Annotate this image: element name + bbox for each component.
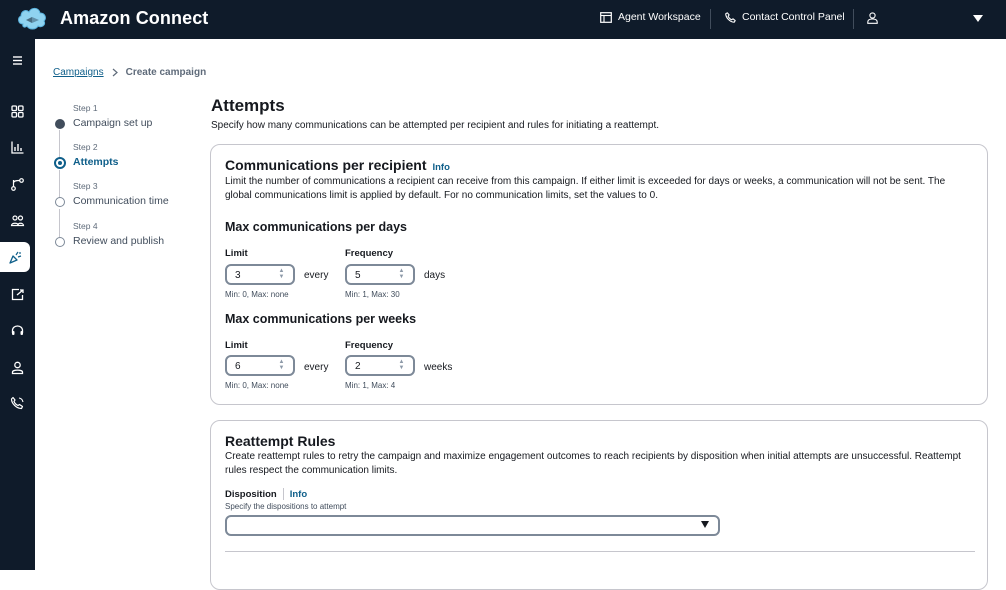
disposition-label: Disposition — [225, 488, 277, 500]
weeks-limit-label: Limit — [225, 340, 248, 351]
phone-settings-icon[interactable] — [0, 388, 35, 418]
step-number: Step 3 — [73, 181, 98, 191]
weeks-frequency-hint: Min: 1, Max: 4 — [345, 381, 396, 390]
step-done-indicator-icon — [55, 119, 65, 129]
weeks-frequency-input[interactable] — [345, 355, 415, 376]
step-connector — [59, 170, 60, 198]
step-pending-indicator-icon — [55, 237, 65, 247]
phone-icon — [725, 12, 736, 23]
step-label: Review and publish — [73, 235, 165, 247]
routing-icon[interactable] — [0, 169, 35, 199]
weeks-unit-label: weeks — [424, 362, 453, 373]
workspace-icon — [600, 12, 612, 23]
card-title — [225, 157, 450, 173]
communications-per-recipient-card — [210, 144, 988, 405]
step-label[interactable]: Campaign set up — [73, 117, 153, 129]
disposition-select[interactable] — [225, 515, 720, 536]
amazon-connect-logo-icon[interactable] — [15, 4, 49, 34]
top-divider — [710, 9, 711, 29]
reattempt-description — [225, 450, 985, 478]
step-current-indicator-icon — [54, 157, 66, 169]
disposition-hint: Specify the dispositions to attempt — [225, 502, 347, 511]
breadcrumb-current: Create campaign — [125, 67, 207, 78]
analytics-icon[interactable] — [0, 132, 35, 162]
weeks-frequency-value: 2 — [355, 361, 361, 372]
days-unit-label: days — [424, 270, 446, 281]
reattempt-description-line: rules respect the communication limits. — [225, 465, 398, 476]
section-divider — [225, 551, 975, 552]
page-title: Attempts — [211, 96, 285, 115]
channels-icon[interactable] — [0, 279, 35, 309]
step-number: Step 1 — [73, 103, 98, 113]
contact-control-panel-label: Contact Control Panel — [742, 11, 845, 23]
user-icon[interactable] — [867, 12, 878, 24]
top-navigation-bar — [0, 0, 1006, 39]
campaigns-icon[interactable] — [0, 242, 30, 272]
days-limit-label: Limit — [225, 248, 248, 259]
users-icon[interactable] — [0, 205, 35, 235]
spinner-icon[interactable]: ▲ ▼ — [398, 359, 405, 371]
step-pending-indicator-icon — [55, 197, 65, 207]
breadcrumb — [53, 67, 206, 78]
disposition-info-link[interactable]: Info — [289, 488, 308, 500]
weeks-limit-value: 6 — [235, 361, 241, 372]
spinner-icon[interactable]: ▲ ▼ — [398, 268, 405, 280]
left-sidebar — [0, 39, 35, 570]
label-divider — [283, 488, 284, 500]
every-label: every — [304, 270, 329, 281]
headset-icon[interactable] — [0, 315, 35, 345]
dropdown-caret-icon — [701, 521, 709, 528]
app-title: Amazon Connect — [60, 8, 209, 28]
days-frequency-value: 5 — [355, 270, 361, 281]
weeks-limit-input[interactable] — [225, 355, 295, 376]
reattempt-title: Reattempt Rules — [225, 433, 336, 449]
reattempt-rules-card — [210, 420, 988, 590]
max-per-weeks-title: Max communications per weeks — [225, 312, 417, 326]
chevron-right-icon — [112, 68, 118, 77]
comms-info-link[interactable]: Info — [432, 162, 450, 173]
days-limit-value: 3 — [235, 270, 241, 281]
page-description: Specify how many communications can be attempted per recipient and rules for initiating a reattempt. — [211, 120, 660, 131]
days-frequency-label: Frequency — [345, 248, 394, 259]
account-dropdown-caret-icon[interactable] — [973, 15, 983, 22]
reattempt-description-line: Create reattempt rules to retry the campaign and maximize engagement outcomes to reach recipients by disposition when initial attempts are unsuccessful. Reattempt — [225, 451, 961, 462]
agent-workspace-link[interactable] — [600, 11, 701, 23]
days-limit-hint: Min: 0, Max: none — [225, 290, 289, 299]
disposition-label-row — [225, 488, 307, 500]
comms-title: Communications per recipient — [225, 157, 427, 173]
weeks-limit-hint: Min: 0, Max: none — [225, 381, 289, 390]
every-label: every — [304, 362, 329, 373]
spinner-icon[interactable]: ▲ ▼ — [278, 359, 285, 371]
card-title — [225, 433, 335, 449]
comms-description-line: Limit the number of communications a recipient can receive from this campaign. If either limit is exceeded for days or weeks, a communication will not be sent. The — [225, 176, 946, 187]
spinner-icon[interactable]: ▲ ▼ — [278, 268, 285, 280]
step-label: Communication time — [73, 195, 169, 207]
profile-icon[interactable] — [0, 352, 35, 382]
comms-description-line: global communications limit is applied by default. For no communication limits, set the values to 0. — [225, 190, 658, 201]
step-connector — [59, 130, 60, 159]
top-divider — [853, 9, 854, 29]
days-limit-input[interactable] — [225, 264, 295, 285]
contact-control-panel-link[interactable] — [725, 11, 845, 23]
step-number: Step 2 — [73, 142, 98, 152]
agent-workspace-label: Agent Workspace — [618, 11, 701, 23]
days-frequency-hint: Min: 1, Max: 30 — [345, 290, 400, 299]
step-number: Step 4 — [73, 221, 98, 231]
menu-icon[interactable] — [0, 45, 35, 75]
weeks-frequency-label: Frequency — [345, 340, 394, 351]
step-connector — [59, 209, 60, 237]
days-frequency-input[interactable] — [345, 264, 415, 285]
breadcrumb-campaigns-link[interactable]: Campaigns — [53, 67, 104, 78]
dashboard-icon[interactable] — [0, 96, 35, 126]
max-per-days-title: Max communications per days — [225, 220, 408, 234]
step-label[interactable]: Attempts — [73, 156, 119, 168]
comms-description — [225, 175, 977, 203]
